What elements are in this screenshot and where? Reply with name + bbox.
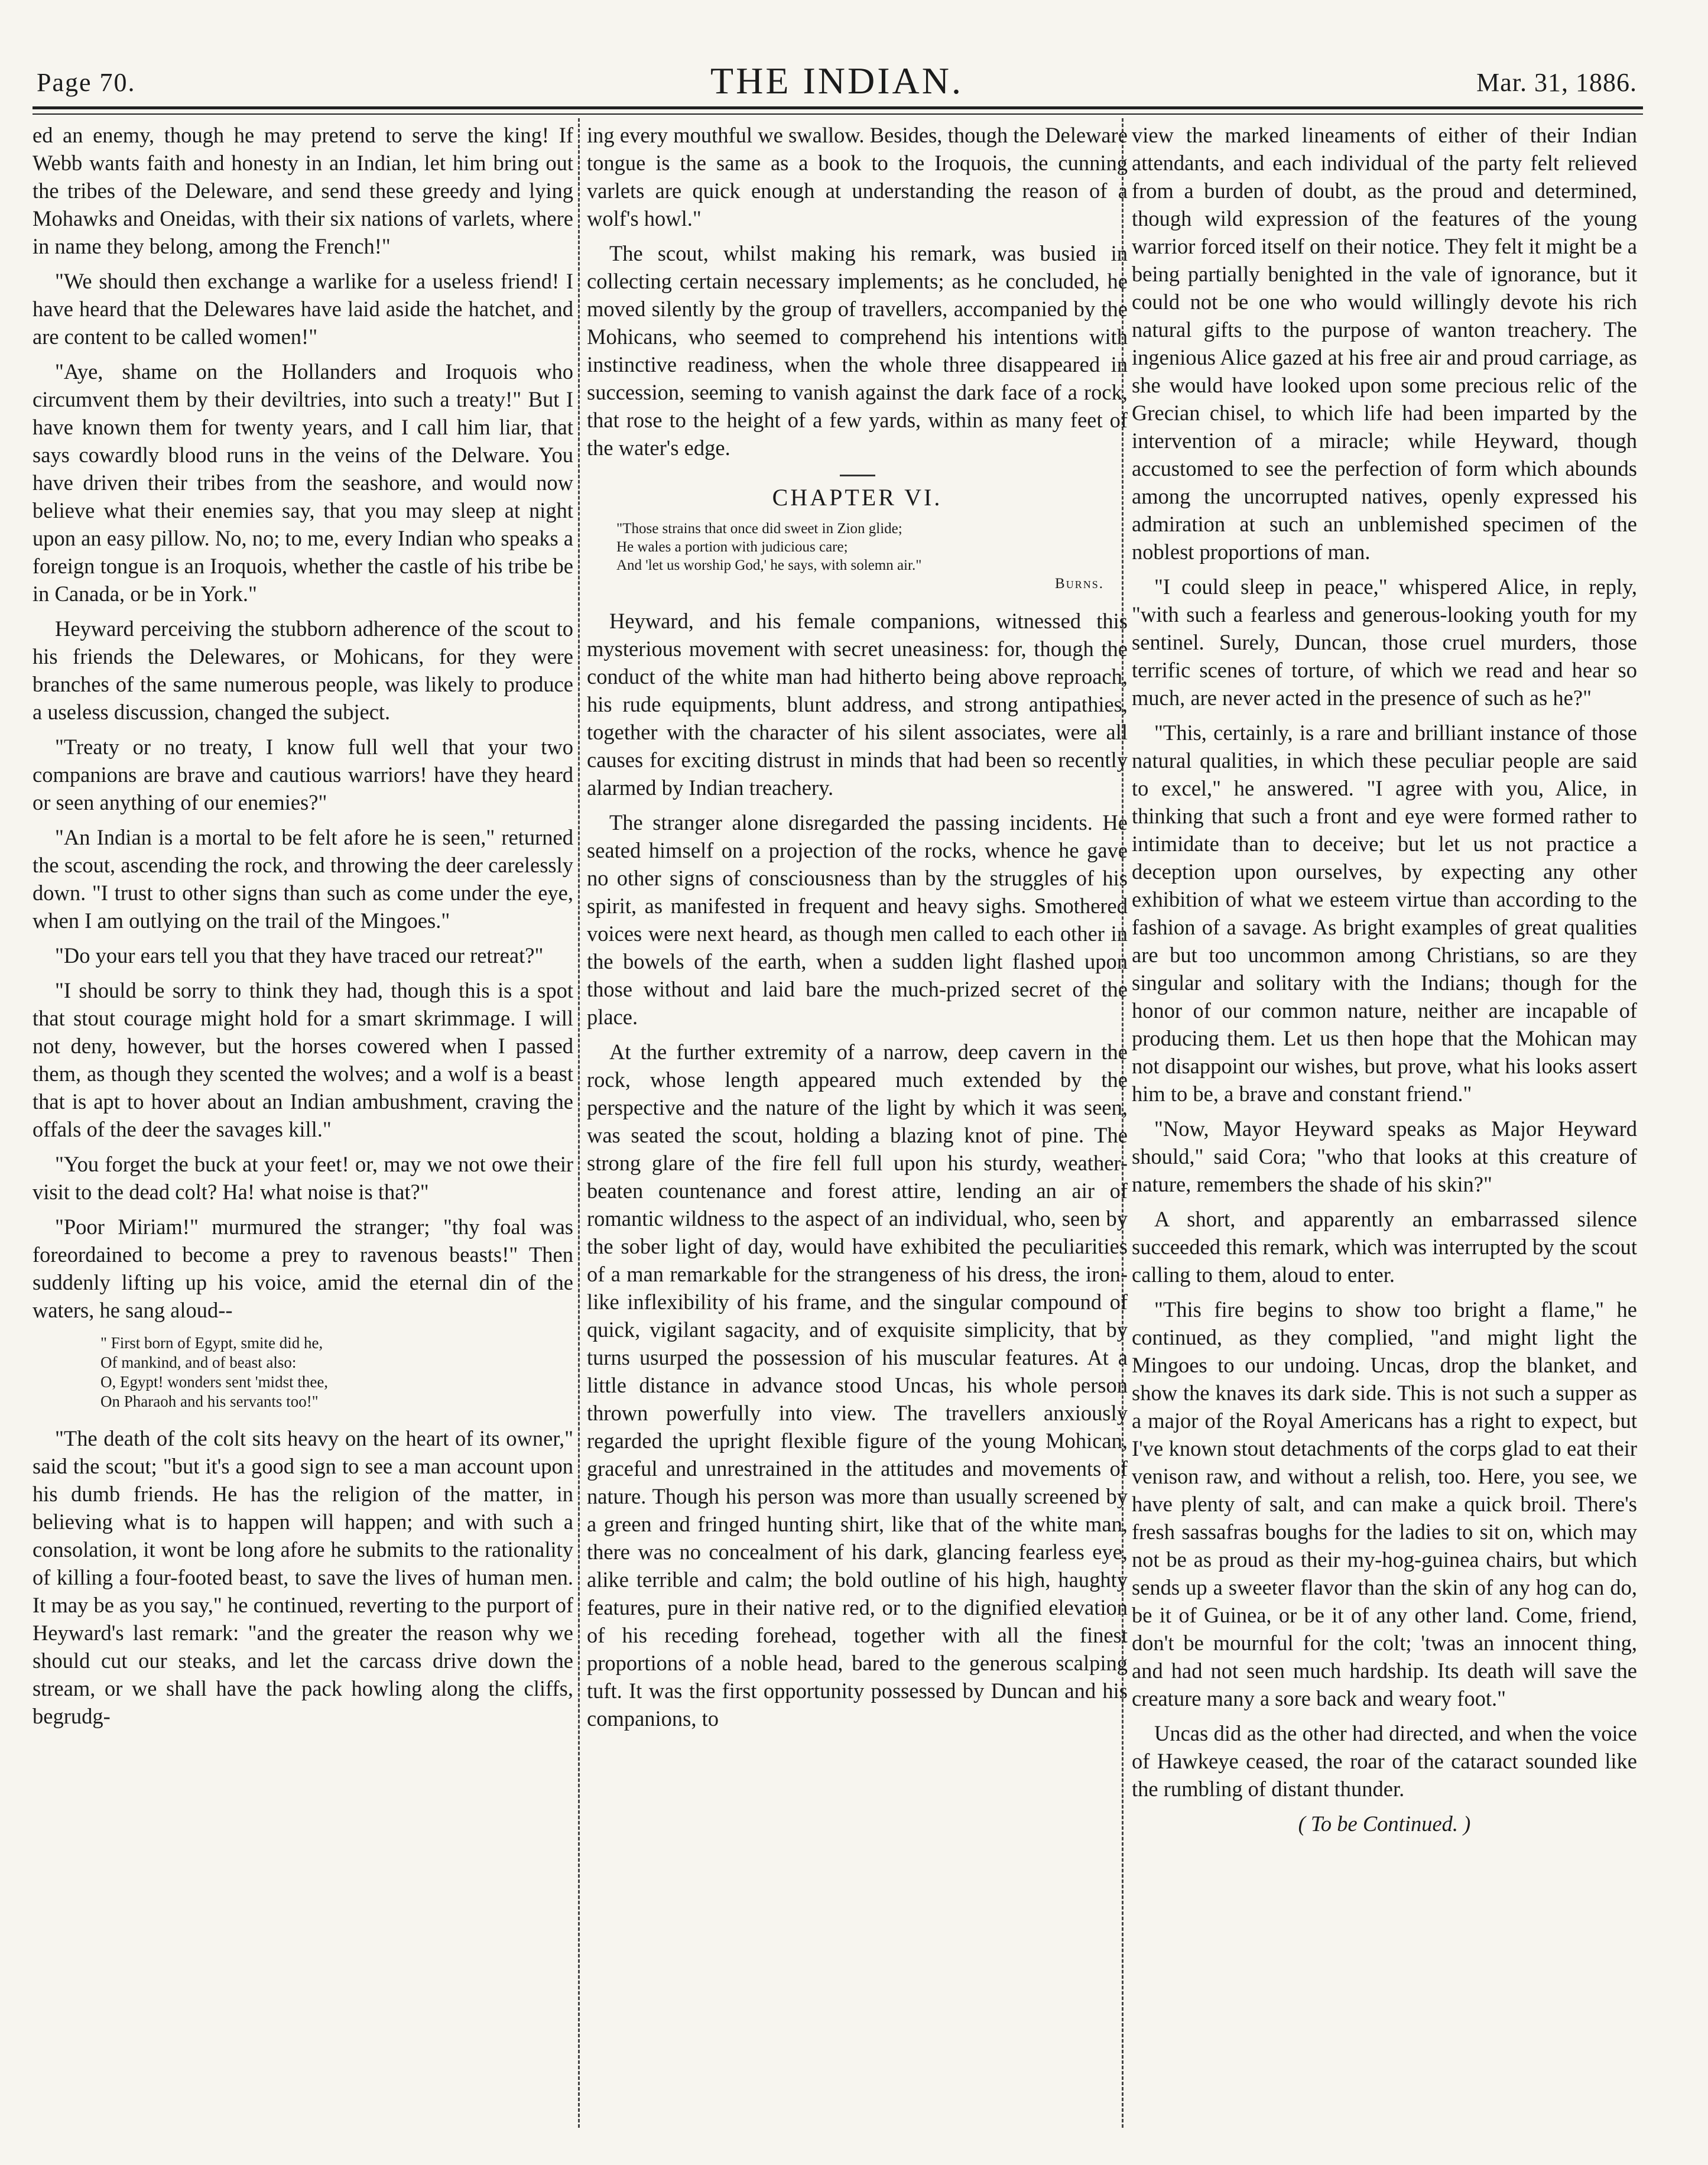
paragraph: Uncas did as the other had directed, and when the voice of Hawkeye ceased, the roar of the cataract sounded like the rumbling of distant thunder. (1132, 1721, 1637, 1801)
verse-line: Of mankind, and of beast also: (100, 1353, 297, 1371)
column-2 (587, 121, 1128, 2119)
header-rule-thin (33, 113, 1643, 115)
to-be-continued-note: ( To be Continued. ) (1298, 1812, 1471, 1836)
chapter-epigraph (616, 520, 1128, 593)
verse-line: " First born of Egypt, smite did he, (100, 1334, 323, 1352)
chapter-rule (840, 475, 875, 476)
paragraph: At the further extremity of a narrow, deep cavern in the rock, whose length appeared much extended by the perspective and the nature of the light by which it was seen, was seated the scout, holding a blazing knot of pine. The strong glare of the fire fell full upon his sturdy, weather-beaten countenance and forest attire, lending an air of romantic wildness to the aspect of an individual, who, seen by the sober light of day, would have exhibited the peculiarities of a man remarkable for the strangeness of his dress, the iron-like inflexibility of his frame, and the singular compound of quick, vigilant sagacity, and of exquisite simplicity, that by turns usurped the possession of his muscular features. At a little distance in advance stood Uncas, his whole person thrown powerfully into view. The travellers anxiously regarded the upright flexible figure of the young Mohican, graceful and unrestrained in the attitudes and movements of nature. Though his person was more than usually screened by a green and fringed hunting shirt, like that of the white man, there was no concealment of his dark, glancing fearless eye, alike terrible and calm; the bold outline of his high, haughty features, pure in their native red, or to the dignified elevation of his receding forehead, together with all the finest proportions of a noble head, bared to the generous scalping tuft. It was the first opportunity possessed by Duncan and his companions, to (587, 1040, 1128, 1731)
paragraph: "Treaty or no treaty, I know full well that your two companions are brave and cautious warriors! have they heard or seen anything of our enemies?" (33, 735, 573, 814)
column-divider (578, 118, 580, 2128)
epigraph-line: "Those strains that once did sweet in Zion glide; (616, 521, 902, 537)
verse-line: O, Egypt! wonders sent 'midst thee, (100, 1373, 329, 1391)
chapter-heading: CHAPTER VI. (772, 484, 943, 511)
paragraph: "You forget the buck at your feet! or, may we not owe their visit to the dead colt? Ha! what noise is that?" (33, 1152, 573, 1204)
column-3 (1132, 121, 1637, 2119)
paragraph: "An Indian is a mortal to be felt afore he is seen," returned the scout, ascending the rock, and throwing the deer carelessly down. "I trust to other signs than such as come under the eye, when I am outlying on the trail of the Mingoes." (33, 825, 573, 933)
paragraph: Heyward perceiving the stubborn adherence of the scout to his friends the Delewares, or Mohicans, for they were branches of the same numerous people, was likely to produce a useless discussion, changed the subject. (33, 616, 573, 724)
page-number: Page 70. (37, 68, 136, 97)
paragraph: Heyward, and his female companions, witnessed this mysterious movement with secret uneasiness: for, though the conduct of the white man had hitherto being above reproach, his rude equipments, blunt address, and strong antipathies, together with the character of his silent associates, were all causes for exciting distrust in minds that had been so recently alarmed by Indian treachery. (587, 609, 1128, 800)
paragraph: "Now, Mayor Heyward speaks as Major Heyward should," said Cora; "who that looks at this creature of nature, remembers the shade of his skin?" (1132, 1116, 1637, 1196)
issue-date: Mar. 31, 1886. (1476, 68, 1637, 97)
paragraph: "I could sleep in peace," whispered Alice, in reply, "with such a fearless and generous-looking youth for my sentinel. Surely, Duncan, those cruel murders, those terrific scenes of torture, of which we read and hear so much, are never acted in the presence of such as he?" (1132, 574, 1637, 710)
paragraph: "This, certainly, is a rare and brilliant instance of those natural qualities, in which these peculiar people are said to excel," he answered. "I agree with you, Alice, in thinking that such a front and eye were formed rather to intimidate than to deceive; but let us not practice a deception upon ourselves, by expecting any other exhibition of what we esteem virtue than according to the fashion of a savage. As bright examples of great qualities are but too uncommon among Christians, so are they singular and solitary with the Indians; though for the honor of our common nature, neither are incapable of producing them. Let us then hope that the Mohican may not disappoint our wishes, but prove, what his looks assert him to be, a brave and constant friend." (1132, 720, 1637, 1106)
paragraph: "The death of the colt sits heavy on the heart of its owner," said the scout; "but it's a good sign to see a man account upon his dumb friends. He has the religion of the matter, in believing what is to happen will happen; and with such a consolation, it wont be long afore he submits to the rationality of killing a four-footed beast, to save the lives of human men. It may be as you say," he continued, reverting to the purport of Heyward's last remark: "and the greater the reason why we should cut our steaks, and let the carcass drive down the stream, or we shall have the pack howling along the cliffs, begrudg- (33, 1426, 573, 1728)
paragraph: "Poor Miriam!" murmured the stranger; "thy foal was foreordained to become a prey to ravenous beasts!" Then suddenly lifting up his voice, amid the eternal din of the waters, he sang aloud-- (33, 1215, 573, 1322)
epigraph-line: He wales a portion with judicious care; (616, 539, 848, 555)
paragraph: "I should be sorry to think they had, though this is a spot that stout courage might hold for a smart skrimmage. I will not deny, however, but the horses cowered when I passed them, as though they scented the wolves; and a wolf is a beast that is apt to hover about an Indian ambushment, craving the offals of the deer the savages kill." (33, 978, 573, 1141)
epigraph-attribution: Burns. (1055, 576, 1104, 592)
page-header (37, 59, 1637, 102)
header-rule (33, 106, 1643, 109)
paragraph: "Aye, shame on the Hollanders and Iroquois who circumvent them by their deviltries, into such a treaty!" But I have known them for twenty years, and I call him liar, that says cowardly blood runs in the veins of the Delware. You have driven their tribes from the seashore, and would now believe what their enemies say, that you may sleep at night upon an easy pillow. No, no; to me, every Indian who speaks a foreign tongue is an Iroquois, whether the castle of his tribe be in Canada, or be in York." (33, 359, 573, 606)
hymn-verse (100, 1333, 573, 1411)
epigraph-line: And 'let us worship God,' he says, with solemn air." (616, 557, 922, 573)
paragraph: The scout, whilst making his remark, was busied in collecting certain necessary implements; as he concluded, he moved silently by the group of travellers, accompanied by the Mohicans, who seemed to comprehend his intentions with instinctive readiness, when the whole three disappeared in succession, seeming to vanish against the dark face of a rock, that rose to the height of a few yards, within as many feet of the water's edge. (587, 241, 1128, 460)
paragraph: "We should then exchange a warlike for a useless friend! I have heard that the Delewares have laid aside the hatchet, and are content to be called women!" (33, 269, 573, 349)
paragraph: ed an enemy, though he may pretend to serve the king! If Webb wants faith and honesty in an Indian, let him bring out the tribes of the Deleware, and send these greedy and lying Mohawks and Oneidas, with their six nations of varlets, where in name they belong, among the French!" (33, 123, 573, 258)
paragraph: "This fire begins to show too bright a flame," he continued, as they complied, "and might light the Mingoes to our undoing. Uncas, drop the blanket, and show the knaves its dark side. This is not such a supper as a major of the Royal Americans has a right to expect, but I've known stout detachments of the corps glad to eat their venison raw, and without a relish, too. Here, you see, we have plenty of salt, and can make a quick broil. There's fresh sassafras boughs for the ladies to sit on, which may not be as proud as their my-hog-guinea chairs, but which sends up a sweeter flavor than the skin of any hog can do, be it of Guinea, or be it of any other land. Come, friend, don't be mournful for the colt; 'twas an innocent thing, and had not seen much hardship. Its death will save the creature many a sore back and weary foot." (1132, 1297, 1637, 1710)
verse-line: On Pharaoh and his servants too!" (100, 1393, 319, 1410)
masthead-title: THE INDIAN. (710, 60, 963, 102)
column-1 (33, 121, 573, 2119)
paragraph: A short, and apparently an embarrassed silence succeeded this remark, which was interrupted by the scout calling to them, aloud to enter. (1132, 1207, 1637, 1287)
paragraph: "Do your ears tell you that they have traced our retreat?" (55, 943, 544, 968)
paragraph: view the marked lineaments of either of their Indian attendants, and each individual of the party felt relieved from a burden of doubt, as the proud and determined, though wild expression of the features of the young warrior forced itself on their notice. They felt it might be a being partially benighted in the vale of ignorance, but it could not be one who would willingly devote his rich natural gifts to the purpose of wanton treachery. The ingenious Alice gazed at his free air and proud carriage, as she would have looked upon some precious relic of the Grecian chisel, to which life had been imparted by the intervention of a miracle; while Heyward, though accustomed to see the perfection of form which abounds among the uncorrupted natives, openly expressed his admiration at such an unblemished specimen of the noblest proportions of man. (1132, 123, 1637, 564)
paragraph: ing every mouthful we swallow. Besides, though the Deleware tongue is the same as a book to the Iroquois, the cunning varlets are quick enough at understanding the reason of a wolf's howl." (587, 123, 1128, 231)
paragraph: The stranger alone disregarded the passing incidents. He seated himself on a projection of the rocks, whence he gave no other signs of consciousness than by the struggles of his spirit, as manifested in frequent and heavy sighs. Smothered voices were next heard, as though men called to each other in the bowels of the earth, when a sudden light flashed upon those without and laid bare the much-prized secret of the place. (587, 810, 1128, 1029)
